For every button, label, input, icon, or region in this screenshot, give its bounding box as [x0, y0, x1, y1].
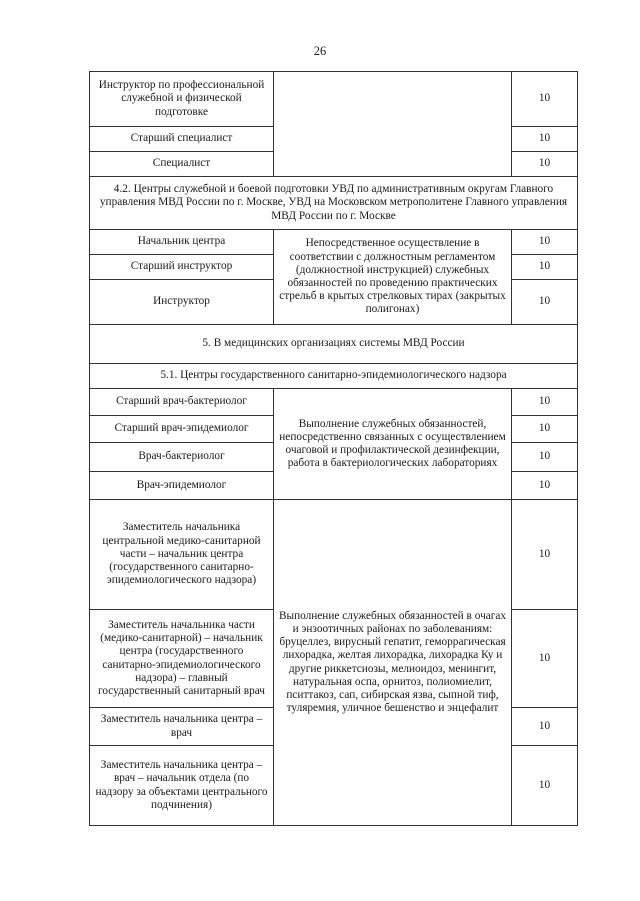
position-cell: Заместитель начальника центра – врач	[90, 708, 274, 746]
position-cell: Старший врач-бактериолог	[90, 389, 274, 416]
condition-cell: Выполнение служебных обязанностей в очагах и энзоотичных районах по заболеваниям: бруцеллез, вирусный гепатит, геморрагическая лихорадка, желтая лихорадка, лихорадка Ку и другие риккетсиозы, мелиоидоз, менингит, натуральная оспа, орнитоз, полиомиелит, пситтакоз, сап, сибирская язва, сыпной тиф, туляремия, уличное бешенство и энцефалит	[274, 500, 512, 826]
value-cell: 10	[512, 416, 578, 443]
section-row	[90, 325, 578, 364]
position-cell: Специалист	[90, 152, 274, 177]
value-cell: 10	[512, 230, 578, 255]
value-cell: 10	[512, 500, 578, 610]
section-heading-4-2: 4.2. Центры служебной и боевой подготовки УВД по административным округам Главного управления МВД России по г. Москве, УВД на Московском метрополитене Главного управления МВД России по г. Москве	[90, 177, 578, 230]
section-row	[90, 177, 578, 230]
value-cell: 10	[512, 746, 578, 826]
position-cell: Старший специалист	[90, 127, 274, 152]
value-cell: 10	[512, 127, 578, 152]
table-row	[90, 389, 578, 416]
value-cell: 10	[512, 152, 578, 177]
table-row	[90, 500, 578, 610]
empty-condition-cell	[274, 72, 512, 177]
value-cell: 10	[512, 389, 578, 416]
value-cell: 10	[512, 72, 578, 127]
condition-cell: Выполнение служебных обязанностей, непосредственно связанных с осуществлением очаговой и профилактической дезинфекции, работа в бактериологических лабораториях	[274, 389, 512, 500]
position-cell: Инструктор по профессиональной служебной и физической подготовке	[90, 72, 274, 127]
section-heading-5: 5. В медицинских организациях системы МВД России	[90, 325, 578, 364]
condition-cell: Непосредственное осуществление в соответствии с должностным регламентом (должностной инструкцией) служебных обязанностей по проведению практических стрельб в крытых стрелковых тирах (закрытых полигонах)	[274, 230, 512, 325]
value-cell: 10	[512, 472, 578, 500]
value-cell: 10	[512, 280, 578, 325]
section-row	[90, 364, 578, 389]
position-cell: Заместитель начальника центра – врач – начальник отдела (по надзору за объектами центрального подчинения)	[90, 746, 274, 826]
value-cell: 10	[512, 443, 578, 472]
value-cell: 10	[512, 610, 578, 708]
section-heading-5-1: 5.1. Центры государственного санитарно-эпидемиологического надзора	[90, 364, 578, 389]
position-cell: Начальник центра	[90, 230, 274, 255]
value-cell: 10	[512, 255, 578, 280]
position-cell: Старший врач-эпидемиолог	[90, 416, 274, 443]
position-cell: Врач-эпидемиолог	[90, 472, 274, 500]
value-cell: 10	[512, 708, 578, 746]
page-number: 26	[313, 44, 327, 58]
position-cell: Заместитель начальника центральной медико-санитарной части – начальник центра (государственного санитарно-эпидемиологического надзора)	[90, 500, 274, 610]
position-cell: Инструктор	[90, 280, 274, 325]
document-table	[89, 71, 578, 826]
position-cell: Заместитель начальника части (медико-санитарной) – начальник центра (государственного санитарно-эпидемиологического надзора) – главный государственный санитарный врач	[90, 610, 274, 708]
table-row	[90, 72, 578, 127]
table-row	[90, 230, 578, 255]
position-cell: Старший инструктор	[90, 255, 274, 280]
position-cell: Врач-бактериолог	[90, 443, 274, 472]
